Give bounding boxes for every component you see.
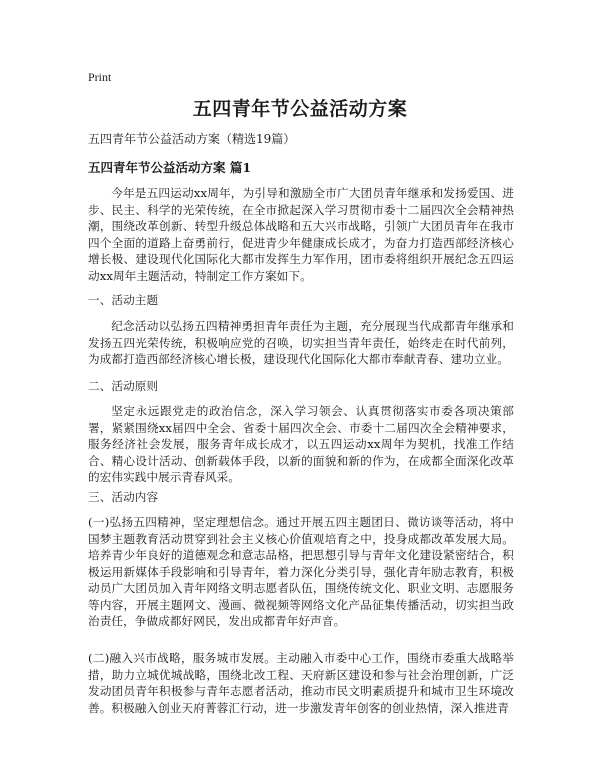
theme-paragraph: 纪念活动以弘扬五四精神勇担青年责任为主题，充分展现当代成都青年继承和发扬五四光荣传统，积极响应党的召唤，切实担当青年责任，始终走在时代前列，为成都打造西部经济核心增长极，建设现代化国际化大都市奉献青春、建功立业。 bbox=[88, 319, 514, 366]
content-paragraph-1: (一)弘扬五四精神，坚定理想信念。通过开展五四主题团日、微访谈等活动，将中国梦主题教育活动贯穿到社会主义核心价值观培育之中，投身成都改革发展大局。培养青少年良好的道德观念和意志品格，把思想引导与青年文化建设紧密结合，积极运用新媒体手段影响和引导青年，着力深化分类引导，强化青年励志教育，积极动员广大团员加入青年网络文明志愿者队伍，围绕传统文化、职业文明、志愿服务等内容，开展主题网文、漫画、微视频等网络文化产品征集传播活动，切实担当政治责任，争做成都好网民，发出成都青年好声音。 bbox=[88, 515, 514, 628]
section-heading: 五四青年节公益活动方案 篇1 bbox=[88, 160, 252, 175]
document-subtitle: 五四青年节公益活动方案（精选19篇） bbox=[88, 132, 296, 146]
heading-activity-principle: 二、活动原则 bbox=[88, 379, 159, 393]
print-link[interactable]: Print bbox=[88, 70, 112, 84]
page-title: 五四青年节公益活动方案 bbox=[192, 98, 408, 120]
principle-paragraph: 坚定永远跟党走的政治信念，深入学习领会、认真贯彻落实市委各项决策部署，紧紧围绕xx届四中全会、省委十届四次全会、市委十二届四次全会精神要求，服务经济社会发展，服务青年成长成才，以五四运动xx周年为契机，找准工作结合、精心设计活动、创新载体手段，以新的面貌和新的作为，在成都全面深化改革的宏伟实践中展示青春风采。 bbox=[88, 404, 514, 484]
heading-activity-content: 三、活动内容 bbox=[88, 490, 159, 504]
content-paragraph-2: (二)融入兴市战略，服务城市发展。主动融入市委中心工作，围绕市委重大战略举措，助力立城优城战略，围绕北改工程、天府新区建设和参与社会治理创新，广泛发动团员青年积极参与青年志愿者活动，推动市民文明素质提升和城市卫生环境改善。积极融入创业天府菁蓉汇行动，进一步激发青年创客的创业热情，深入推进青 bbox=[88, 651, 514, 715]
intro-paragraph: 今年是五四运动xx周年，为引导和激励全市广大团员青年继承和发扬爱国、进步、民主、科学的光荣传统，在全市掀起深入学习贯彻市委十二届四次全会精神热潮，围绕改革创新、转型升级总体战略和五大兴市战略，引领广大团员青年在我市四个全面的道路上奋勇前行，促进青少年健康成长成才，为奋力打造西部经济核心增长极、建设现代化国际化大都市发挥生力军作用，团市委将组织开展纪念五四运动xx周年主题活动，特制定工作方案如下。 bbox=[88, 186, 514, 283]
heading-activity-theme: 一、活动主题 bbox=[88, 293, 159, 307]
